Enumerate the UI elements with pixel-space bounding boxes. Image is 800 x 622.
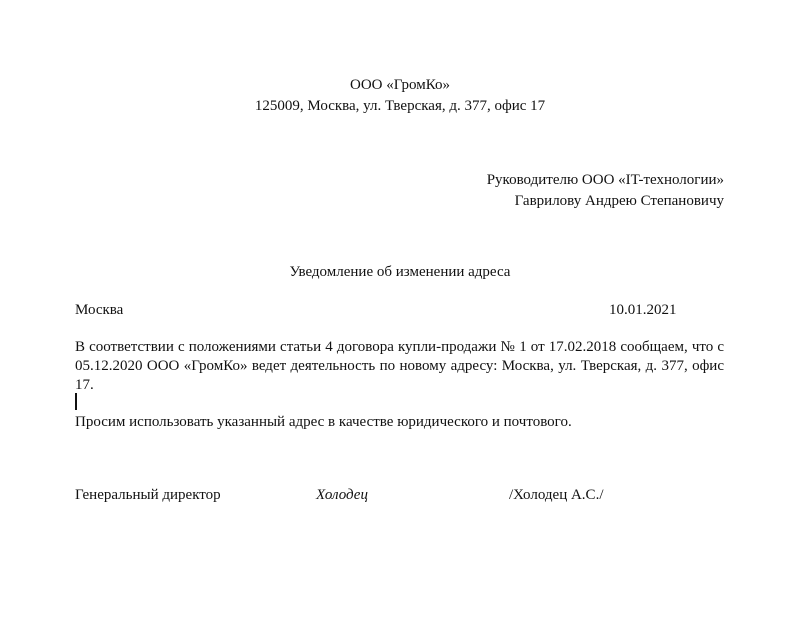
signoff-name: /Холодец А.С./ bbox=[509, 487, 604, 503]
body-paragraph-2: Просим использовать указанный адрес в качестве юридического и почтового. bbox=[75, 414, 572, 430]
addressee-line-1: Руководителю ООО «IT-технологии» bbox=[486, 172, 724, 188]
city: Москва bbox=[75, 302, 124, 318]
addressee-line-2: Гаврилову Андрею Степановичу bbox=[514, 193, 724, 209]
document-date: 10.01.2021 bbox=[609, 302, 677, 318]
addressee-block bbox=[487, 170, 724, 212]
body-paragraph-1-text: В соответствии с положениями статьи 4 договора купли-продажи № 1 от 17.02.2018 сообщаем, что с 05.12.2020 ООО «ГромКо» ведет деятельность по новому адресу: Москва, ул. Тверская, д. 377, офис 17. bbox=[75, 339, 724, 393]
text-cursor bbox=[75, 393, 77, 410]
document-title: Уведомление об изменении адреса bbox=[289, 264, 511, 280]
body-paragraph-1 bbox=[75, 338, 724, 395]
signoff-signature: Холодец bbox=[316, 487, 368, 503]
signoff-position: Генеральный директор bbox=[75, 487, 221, 503]
sender-address: 125009, Москва, ул. Тверская, д. 377, офис 17 bbox=[254, 98, 546, 114]
sender-company: ООО «ГромКо» bbox=[350, 77, 450, 93]
sender-block bbox=[0, 75, 800, 117]
